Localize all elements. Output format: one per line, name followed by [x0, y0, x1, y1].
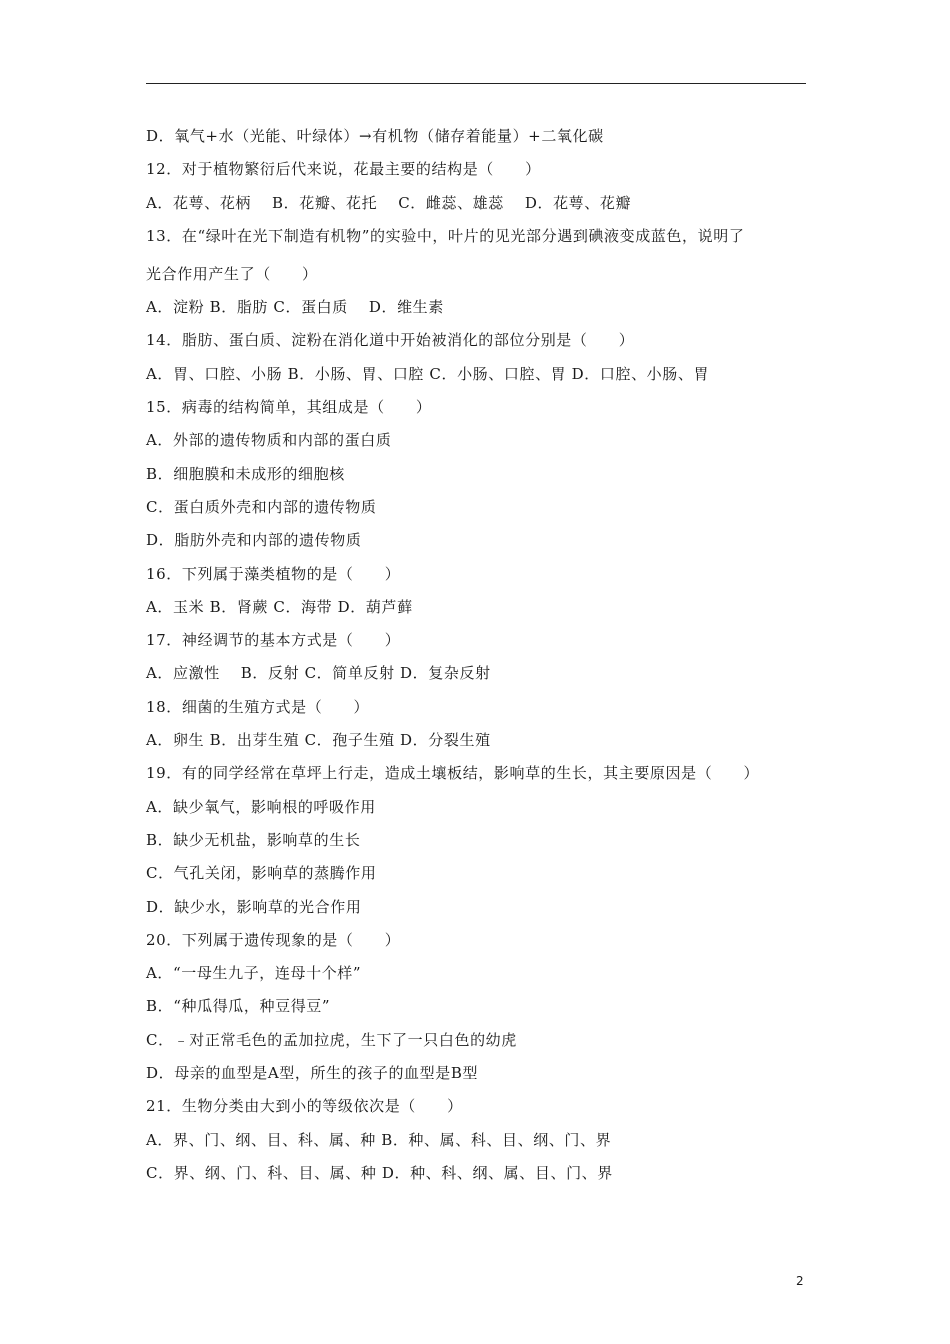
question-19: 19．有的同学经常在草坪上行走，造成土壤板结，影响草的生长，其主要原因是（ ） — [146, 764, 760, 783]
option-20-d: D．母亲的血型是A型，所生的孩子的血型是B型 — [146, 1064, 479, 1083]
header-rule — [146, 83, 806, 84]
text-line: D．氧气+水（光能、叶绿体）→有机物（储存着能量）+二氧化碳 — [146, 127, 604, 145]
option-20-a: A．“一母生九子，连母十个样” — [146, 964, 362, 983]
question-21: 21．生物分类由大到小的等级依次是（ ） — [146, 1097, 463, 1116]
option-19-a: A．缺少氧气，影响根的呼吸作用 — [146, 797, 376, 816]
options-17: A．应激性 B．反射 C．简单反射 D．复杂反射 — [146, 664, 491, 683]
options-21-cd: C．界、纲、门、科、目、属、种 D．种、科、纲、属、目、门、界 — [146, 1163, 613, 1182]
question-20: 20．下列属于遗传现象的是（ ） — [146, 930, 401, 949]
page-number: 2 — [796, 1274, 804, 1288]
option-19-b: B．缺少无机盐，影响草的生长 — [146, 830, 361, 849]
question-text — [146, 126, 826, 1196]
option-19-c: C．气孔关闭，影响草的蒸腾作用 — [146, 864, 377, 883]
question-17: 17．神经调节的基本方式是（ ） — [146, 631, 401, 650]
option-15-a: A．外部的遗传物质和内部的蛋白质 — [146, 431, 392, 450]
question-13-cont: 光合作用产生了（ ） — [146, 264, 318, 283]
options-21-ab: A．界、门、纲、目、科、属、种 B．种、属、科、目、纲、门、界 — [146, 1130, 612, 1149]
option-20-b: B．“种瓜得瓜，种豆得豆” — [146, 997, 331, 1016]
option-15-d: D．脂肪外壳和内部的遗传物质 — [146, 531, 362, 550]
option-20-c: C．﹣对正常毛色的孟加拉虎，生下了一只白色的幼虎 — [146, 1030, 517, 1049]
options-13: A．淀粉 B．脂肪 C．蛋白质 D．维生素 — [146, 298, 444, 317]
options-18: A．卵生 B．出芽生殖 C．孢子生殖 D．分裂生殖 — [146, 731, 491, 750]
question-15: 15．病毒的结构简单，其组成是（ ） — [146, 398, 432, 417]
option-15-b: B．细胞膜和未成形的细胞核 — [146, 464, 345, 483]
option-15-c: C．蛋白质外壳和内部的遗传物质 — [146, 497, 377, 516]
option-19-d: D．缺少水，影响草的光合作用 — [146, 897, 362, 916]
options-12: A．花萼、花柄 B．花瓣、花托 C．雌蕊、雄蕊 D．花萼、花瓣 — [146, 193, 632, 212]
question-13: 13．在“绿叶在光下制造有机物”的实验中，叶片的见光部分遇到碘液变成蓝色，说明了 — [146, 226, 745, 245]
options-14: A．胃、口腔、小肠 B．小肠、胃、口腔 C．小肠、口腔、胃 D．口腔、小肠、胃 — [146, 364, 710, 383]
question-14: 14．脂肪、蛋白质、淀粉在消化道中开始被消化的部位分别是（ ） — [146, 331, 635, 350]
question-18: 18．细菌的生殖方式是（ ） — [146, 697, 370, 716]
options-16: A．玉米 B．肾蕨 C．海带 D．葫芦藓 — [146, 597, 413, 616]
question-16: 16．下列属于藻类植物的是（ ） — [146, 564, 401, 583]
question-12: 12．对于植物繁衍后代来说，花最主要的结构是（ ） — [146, 160, 541, 179]
